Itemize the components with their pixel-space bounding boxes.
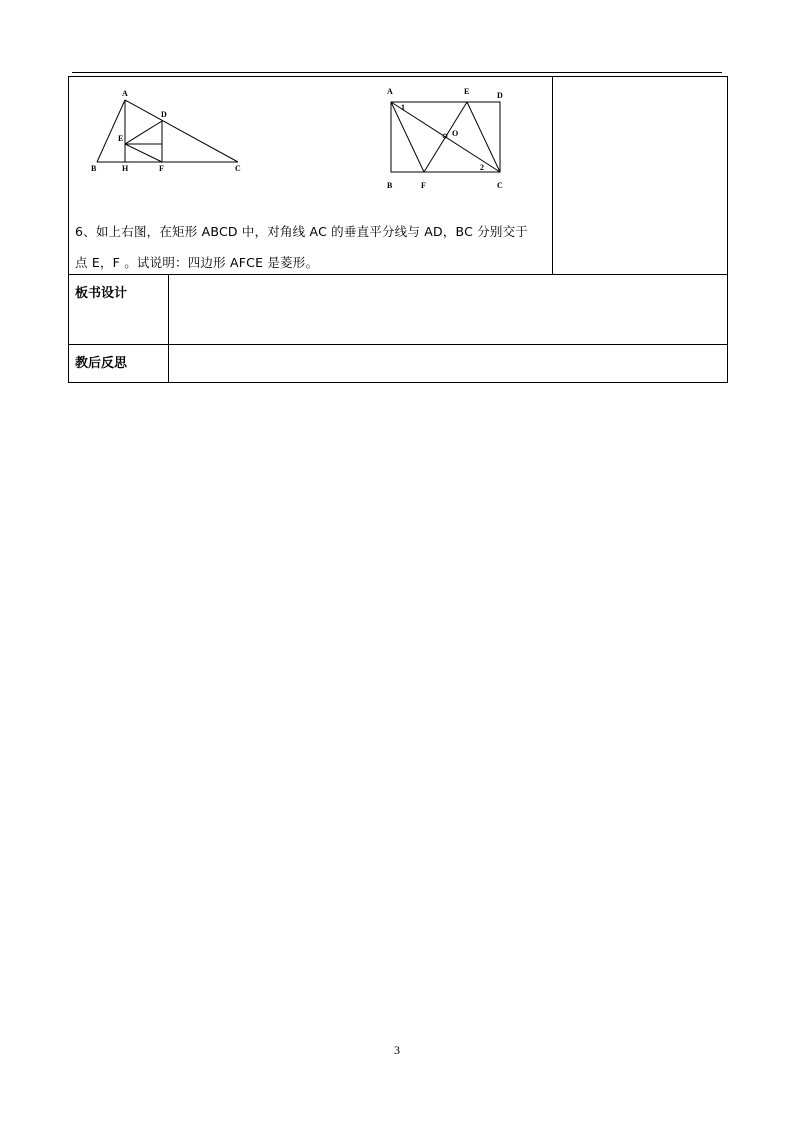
problem-cell bbox=[69, 77, 553, 275]
label-d: D bbox=[497, 91, 503, 100]
board-design-label: 板书设计 bbox=[69, 275, 169, 345]
label-a: A bbox=[387, 87, 393, 96]
label-a: A bbox=[122, 89, 128, 98]
angle-2: 2 bbox=[480, 163, 484, 172]
label-o: O bbox=[452, 129, 459, 138]
label-b: B bbox=[387, 181, 393, 190]
label-h: H bbox=[122, 164, 129, 173]
label-c: C bbox=[497, 181, 503, 190]
reflection-content bbox=[169, 345, 728, 383]
problem-statement bbox=[75, 216, 551, 278]
lesson-table bbox=[68, 76, 728, 383]
notes-cell bbox=[553, 77, 728, 275]
problem-number: 6、 bbox=[75, 224, 96, 239]
label-f: F bbox=[421, 181, 426, 190]
label-c: C bbox=[235, 164, 241, 173]
angle-1: 1 bbox=[401, 103, 405, 112]
label-f: F bbox=[159, 164, 164, 173]
board-design-content bbox=[169, 275, 728, 345]
header-rule bbox=[72, 72, 722, 73]
page-number: 3 bbox=[394, 1043, 400, 1057]
label-b: B bbox=[91, 164, 97, 173]
problem-line-1: 6、如上右图，在矩形 ABCD 中，对角线 AC 的垂直平分线与 AD，BC 分别交于 bbox=[75, 224, 528, 239]
label-e: E bbox=[118, 134, 124, 143]
label-d: D bbox=[161, 110, 167, 119]
problem-line-2: 点 E，F 。试说明：四边形 AFCE 是菱形。 bbox=[75, 255, 319, 270]
triangle-figure bbox=[89, 87, 249, 181]
reflection-label: 教后反思 bbox=[69, 345, 169, 383]
rectangle-figure bbox=[381, 82, 516, 196]
label-e: E bbox=[464, 87, 470, 96]
